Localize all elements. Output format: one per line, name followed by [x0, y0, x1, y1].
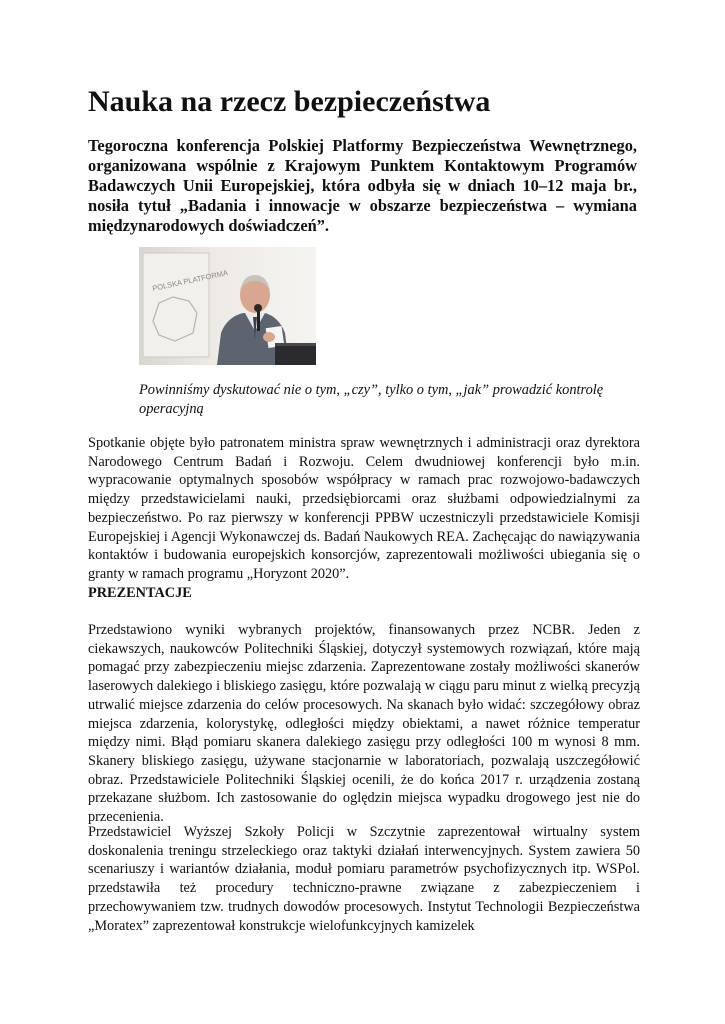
paragraph-wspol: Przedstawiciel Wyższej Szkoły Policji w Szczytnie zaprezentował wirtualny system doskonalenia treningu strzeleckiego oraz taktyki działań interwencyjnych. System zawiera 50 scenariuszy i wariantów działania, moduł pomiaru parametrów psychofizycznych itp. WSPol. przedstawiła też procedury techniczno-prawne związane z zabezpieczeniem i przechowywaniem tzw. trudnych dowodów procesowych. Instytut Technologii Bezpieczeństwa „Moratex” zaprezentował konstrukcje wielofunkcyjnych kamizelek [88, 824, 640, 934]
banner-text: POLSKA PLATFORMA [151, 268, 229, 293]
article-title: Nauka na rzecz bezpieczeństwa [88, 85, 491, 118]
article-lead: Tegoroczna konferencja Polskiej Platformy Bezpieczeństwa Wewnętrznego, organizowana wspólnie z Krajowym Punktem Kontaktowym Programów Badawczych Unii Europejskiej, która odbyła się w dniach 10–12 maja br., nosiła tytuł „Badania i innowacje w obszarze bezpieczeństwa – wymiana międzynarodowych doświadczeń”. [88, 136, 637, 235]
paragraph-presentations: Przedstawiono wyniki wybranych projektów, finansowanych przez NCBR. Jeden z ciekawszych, naukowców Politechniki Śląskiej, dotyczył systemowych rozwiązań, które mają pomagać przy zabezpieczeniu miejsc zdarzenia. Zaprezentowane zostały możliwości skanerów laserowych dalekiego i bliskiego zasięgu, które pozwalają w ciągu paru minut z wielką precyzją utrwalić miejsce zdarzenia do celów procesowych. Na skanach było widać: szczegółowy obraz miejsca zdarzenia, kolorystykę, odległości między obiektami, a nawet różnice temperatur między nimi. Błąd pomiaru skanera dalekiego zasięgu przy odległości 100 m wynosi 8 mm. Skanery bliskiego zasięgu, używane stacjonarnie w laboratoriach, pozwalają uszczegółowić obraz. Przedstawiciele Politechniki Śląskiej ocenili, że do końca 2017 r. urządzenia zostaną przekazane służbom. Ich zastosowanie do oględzin miejsca wypadku drogowego jest nie do przecenienia. [88, 622, 640, 826]
speaker-photo [139, 247, 316, 365]
photo-caption: Powinniśmy dyskutować nie o tym, „czy”, tylko o tym, „jak” prowadzić kontrolę operacyjną [139, 382, 604, 417]
speaker-photo-illustration [139, 247, 316, 365]
paragraph-intro: Spotkanie objęte było patronatem ministra spraw wewnętrznych i administracji oraz dyrektora Narodowego Centrum Badań i Rozwoju. Celem dwudniowej konferencji było m.in. wypracowanie optymalnych sposobów współpracy w ramach prac rozwojowo-badawczych między przedstawicielami nauki, przedsiębiorcami oraz służbami odpowiedzialnymi za bezpieczeństwo. Po raz pierwszy w konferencji PPBW uczestniczyli przedstawiciele Komisji Europejskiej i Agencji Wykonawczej ds. Badań Naukowych REA. Zachęcając do nawiązywania kontaktów i budowania europejskich konsorcjów, zaprezentowali możliwości ubiegania się o granty w ramach programu „Horyzont 2020”. [88, 435, 640, 582]
section-heading: PREZENTACJE [88, 585, 192, 601]
